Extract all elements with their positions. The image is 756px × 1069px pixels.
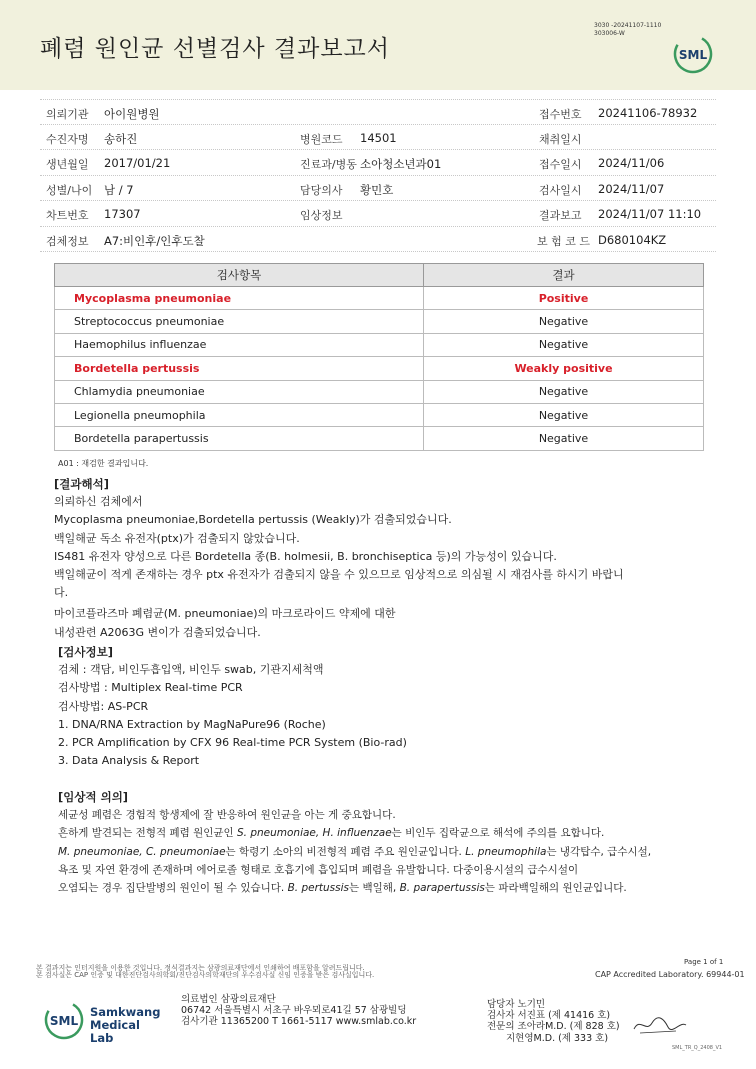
info-label: 검사일시 (539, 183, 582, 197)
info-row (40, 99, 716, 125)
info-row (40, 227, 716, 253)
table-row (55, 310, 704, 333)
method-line: 3. Data Analysis & Report (58, 754, 200, 768)
info-value: 아이원병원 (104, 107, 160, 121)
organism-name: M. pneumoniae, C. pneumoniae (58, 845, 226, 858)
test-name: Chlamydia pneumoniae (55, 380, 424, 403)
clinical-line: 세균성 폐렴은 경험적 항생제에 잘 반응하여 원인균을 아는 게 중요합니다. (58, 809, 396, 822)
form-code: SML_TR_Q_2408_V1 (672, 1045, 723, 1051)
test-result: Weakly positive (424, 357, 704, 380)
interp-line: Mycoplasma pneumoniae,Bordetella pertussis (Weakly)가 검출되었습니다. (54, 513, 452, 527)
staff-line: 담당자 노기민 (487, 999, 546, 1010)
text-span: 는 학령기 소아의 비전형적 폐렴 주요 원인균입니다. (225, 845, 466, 858)
test-info-section (58, 643, 407, 770)
text-span: 는 백일해, (348, 882, 400, 895)
report-header (0, 0, 756, 90)
info-label: 담당의사 (300, 183, 343, 197)
col-header-item: 검사항목 (55, 264, 424, 287)
results-header-row (55, 264, 704, 287)
info-label: 차트번호 (46, 209, 89, 222)
text-span: 는 냉각탑수, 급수시설, (546, 845, 652, 858)
clinical-line (58, 879, 651, 897)
report-code-2: 303006-W (594, 30, 625, 37)
info-value: 2024/11/07 (598, 181, 665, 196)
info-label: 임상정보 (300, 209, 343, 222)
logo-line: Samkwang (90, 1005, 161, 1019)
staff-line: 전문의 조아라M.D. (제 828 호) (487, 1021, 620, 1033)
organism-name: B. parapertussis (399, 882, 485, 895)
text-span: 흔하게 발견되는 전형적 폐렴 원인균인 (58, 827, 237, 840)
organism-name: B. pertussis (287, 882, 349, 895)
interp-line: 의뢰하신 검체에서 (54, 495, 143, 509)
test-name: Legionella pneumophila (55, 403, 424, 426)
address-line: 06742 서울특별시 서초구 바우뫼로41길 57 삼광빌딩 (181, 1005, 407, 1017)
footer-notice-1: 본 결과지는 인터지원을 이용한 것입니다. 정식결과지는 삼광의료재단에서 인쇄하여 배포함을 알려드립니다. (36, 964, 365, 972)
info-label: 병원코드 (300, 132, 343, 146)
interp-line: 백일해균 독소 유전자(ptx)가 검출되지 않았습니다. (54, 531, 300, 545)
address-line: 검사기관 11365200 T 1661-5117 www.smlab.co.kr (181, 1016, 417, 1028)
test-result: Negative (424, 403, 704, 426)
info-value: 2024/11/06 (598, 156, 665, 170)
info-label: 접수일시 (539, 158, 582, 171)
footer-address (181, 994, 416, 1028)
table-row (55, 287, 704, 310)
info-label: 성별/나이 (46, 183, 93, 197)
interp-line: 백일해균이 적게 존재하는 경우 ptx 유전자가 검출되지 않을 수 있으므로 임상적으로 의심될 시 재검사를 하시기 바랍니 (54, 568, 624, 582)
test-name: Mycoplasma pneumoniae (55, 287, 424, 310)
text-span: 오염되는 경우 집단발병의 원인이 될 수 있습니다. (58, 882, 288, 895)
footer-staff (487, 999, 620, 1044)
test-result: Positive (424, 287, 704, 310)
results-table (54, 263, 704, 451)
info-label: 수진자명 (46, 132, 89, 146)
report-code-1: 3030 -20241107-1110 (594, 22, 662, 29)
footer-logo-name (90, 1006, 164, 1045)
info-label: 생년월일 (46, 158, 89, 171)
info-label: 검체정보 (46, 234, 89, 248)
test-name: Streptococcus pneumoniae (55, 310, 424, 333)
text-span: 는 비인두 집락균으로 해석에 주의를 요합니다. (391, 827, 605, 840)
interp-line: 마이코플라즈마 폐렴균(M. pneumoniae)의 마크로라이드 약제에 대한 (54, 607, 396, 621)
test-result: Negative (424, 380, 704, 403)
interp-line: IS481 유전자 양성으로 다른 Bordetella 종(B. holmesii, B. bronchiseptica 등)의 가능성이 있습니다. (54, 549, 557, 563)
section-heading: [임상적 의의] (58, 790, 129, 804)
cap-accreditation: CAP Accredited Laboratory. 69944-01 (595, 970, 745, 979)
method-line: 검사방법: AS-PCR (58, 699, 149, 713)
section-heading: [검사정보] (58, 645, 113, 659)
sml-logo-text: SML (49, 1014, 79, 1028)
table-row (55, 333, 704, 356)
info-label: 채취일시 (539, 132, 582, 146)
organism-name: L. pneumophila (465, 845, 547, 858)
text-span: 는 파라백일해의 원인균입니다. (484, 882, 627, 895)
info-value: 14501 (360, 130, 397, 145)
info-value: 황민호 (360, 182, 394, 197)
patient-info (40, 99, 716, 252)
signature-icon (630, 1013, 690, 1037)
info-label: 결과보고 (539, 209, 582, 222)
report-codes (594, 22, 661, 38)
info-label: 보 험 코 드 (537, 234, 590, 248)
table-row (55, 380, 704, 403)
col-header-result: 결과 (424, 264, 704, 287)
test-name: Bordetella parapertussis (55, 427, 424, 450)
interp-line: 다. (54, 586, 69, 600)
info-value: 2024/11/07 11:10 (598, 207, 702, 221)
logo-line: Medical Lab (90, 1018, 140, 1045)
clinical-line (58, 824, 651, 842)
test-result: Negative (424, 310, 704, 333)
info-row (40, 150, 716, 176)
staff-line: 지현영M.D. (제 333 호) (506, 1032, 609, 1044)
clinical-section (58, 788, 651, 897)
retest-note: A01 : 재검한 결과입니다. (58, 459, 149, 468)
info-value: 소아청소년과01 (360, 157, 442, 171)
table-row (55, 357, 704, 380)
interp-line: 내성관련 A2063G 변이가 검출되었습니다. (54, 625, 261, 639)
info-row (40, 201, 716, 227)
sml-logo-icon (44, 1000, 84, 1040)
info-row (40, 176, 716, 202)
info-value: 17307 (104, 207, 141, 221)
staff-line: 검사자 서진표 (제 41416 호) (487, 1010, 611, 1022)
info-label: 의뢰기관 (46, 108, 89, 121)
page-number: Page 1 of 1 (684, 958, 724, 966)
test-result: Negative (424, 333, 704, 356)
footer-notice-2: 본 검사실은 CAP 인증 및 대한진단검사의학회/진단검사의학재단의 우수검사실 신임 인증을 받은 검사실입니다. (36, 971, 375, 979)
clinical-line (58, 843, 651, 861)
clinical-line: 욕조 및 자연 환경에 존재하며 에어로졸 형태로 호흡기에 흡입되며 폐렴을 유발합니다. 다중이용시설의 급수시설이 (58, 863, 579, 876)
table-row (55, 427, 704, 450)
test-result: Negative (424, 427, 704, 450)
info-row (40, 125, 716, 151)
info-value: A7:비인후/인후도찰 (104, 233, 205, 248)
info-value: 남 / 7 (104, 182, 134, 197)
method-line: 검체 : 객담, 비인두흡입액, 비인두 swab, 기관지세척액 (58, 663, 324, 677)
method-line: 1. DNA/RNA Extraction by MagNaPure96 (Roche) (58, 717, 326, 731)
organism-name: S. pneumoniae, H. influenzae (236, 827, 392, 840)
test-name: Haemophilus influenzae (55, 333, 424, 356)
sml-logo-text: SML (678, 48, 708, 62)
info-label: 진료과/병동 (300, 158, 357, 171)
address-line: 의료법인 삼광의료재단 (181, 994, 276, 1005)
report-title: 폐렴 원인균 선별검사 결과보고서 (40, 36, 390, 62)
info-value: 20241106-78932 (598, 106, 698, 120)
test-name: Bordetella pertussis (55, 357, 424, 380)
method-line: 2. PCR Amplification by CFX 96 Real-time PCR System (Bio-rad) (58, 736, 407, 750)
info-value: 2017/01/21 (104, 156, 171, 170)
info-value: D680104KZ (598, 232, 667, 247)
table-row (55, 403, 704, 426)
info-label: 접수번호 (539, 108, 582, 121)
method-line: 검사방법 : Multiplex Real-time PCR (58, 681, 243, 695)
sml-logo-icon (673, 34, 713, 74)
section-heading: [결과해석] (54, 477, 109, 491)
footer-logo (44, 1000, 164, 1045)
interpretation-section (54, 475, 624, 642)
info-value: 송하진 (104, 131, 138, 146)
